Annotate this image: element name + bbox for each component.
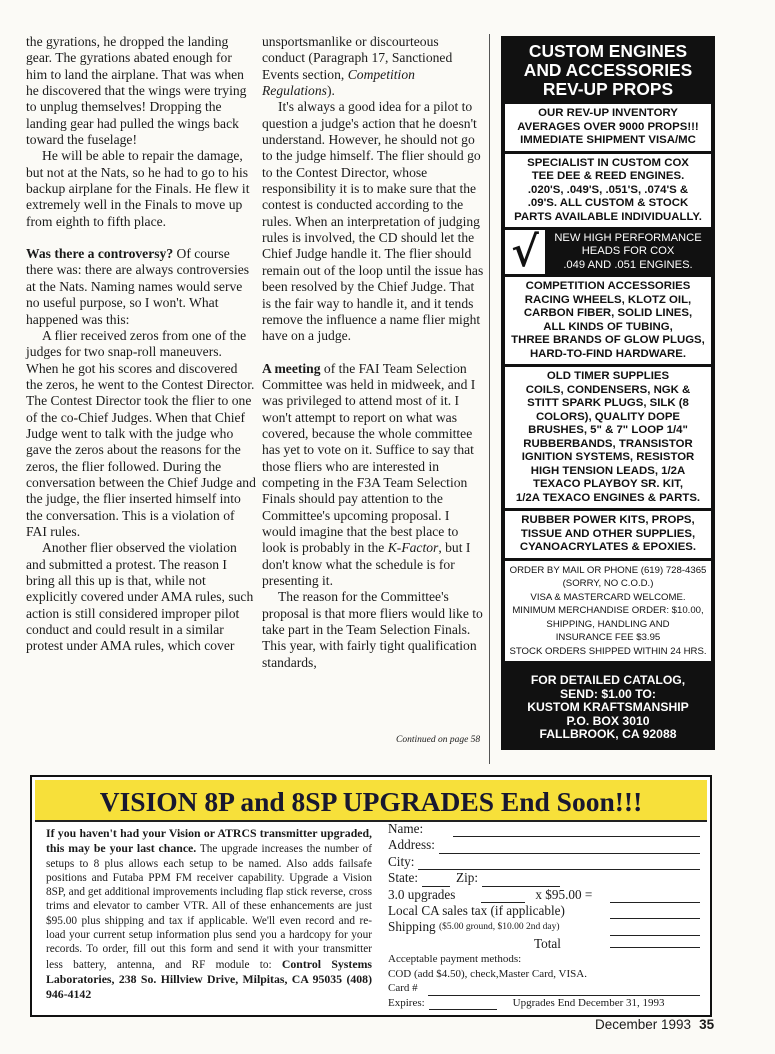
- ad-heads-text: [545, 232, 711, 273]
- paragraph: [26, 246, 256, 328]
- paragraph-text: unsportsmanlike or discourteous conduct (Paragraph 17, Sanctioned Events section,: [262, 34, 453, 82]
- ad-line: TISSUE AND OTHER SUPPLIES,: [520, 527, 696, 540]
- ad-check-section: [505, 227, 711, 276]
- ad-lead: If you haven't had your Vision or ATRCS transmitter upgraded, this may be your last chance.: [46, 826, 372, 856]
- expires-field[interactable]: [429, 998, 497, 1010]
- tax-field[interactable]: [610, 907, 700, 919]
- card-field[interactable]: [428, 984, 700, 996]
- ad-catalog-address: [501, 664, 715, 752]
- state-label: State:: [388, 870, 419, 886]
- ad-box-competition: [505, 277, 711, 364]
- ad-line: IGNITION SYSTEMS, RESISTOR: [521, 451, 695, 463]
- card-label: Card #: [388, 982, 418, 995]
- ad-line: PARTS AVAILABLE INDIVIDUALLY.: [514, 210, 702, 223]
- ad-line: OLD TIMER SUPPLIES: [546, 370, 670, 382]
- paragraph: He will be able to repair the damage, but not at the Nats, so he had to go to his backup airplane for the Finals. He flew it extremely well in the Finals to move up from eighth to fifth place.: [26, 148, 250, 229]
- ad-line: INSURANCE FEE $3.95: [555, 632, 661, 643]
- issue-date: December 1993: [595, 1017, 692, 1032]
- ad-box-rubber-power: [505, 511, 711, 558]
- ad-line: NEW HIGH PERFORMANCE: [554, 231, 702, 244]
- citation: Competition Regulations: [262, 66, 415, 99]
- zip-field[interactable]: [482, 875, 560, 887]
- paragraph-text: Of course there was: there are always controversies at the Nats. Naming names would serve no useful purpose, so I won't. What happened was this:: [26, 246, 250, 327]
- quantity-field[interactable]: [481, 891, 525, 903]
- ad-line: COILS, CONDENSERS, NGK &: [525, 383, 691, 396]
- article-column-1: [26, 34, 256, 655]
- address-field[interactable]: [439, 842, 700, 854]
- shipping-label: Shipping: [388, 919, 436, 935]
- ad-line: SHIPPING, HANDLING AND: [546, 618, 670, 630]
- total-label: Total: [534, 935, 561, 951]
- ad-line: ALL KINDS OF TUBING,: [543, 320, 673, 333]
- ad-line: SEND: $1.00 TO:: [560, 686, 656, 701]
- page-footer: [595, 1017, 714, 1032]
- ad-banner: VISION 8P and 8SP UPGRADES End Soon!!!: [35, 780, 707, 822]
- ad-line: HARD-TO-FIND HARDWARE.: [529, 347, 687, 360]
- paragraph: The reason for the Committee's proposal is that more fliers would like to take part in the Team Selection Finals. This year, with fairly tight qualification standards,: [262, 589, 483, 670]
- ad-line: .09'S. ALL CUSTOM & STOCK: [527, 197, 689, 209]
- ad-line: COLORS), QUALITY DOPE: [535, 410, 681, 423]
- paragraph: [262, 34, 484, 99]
- ad-box-cox-engines: [505, 154, 711, 228]
- address-label: Address:: [388, 837, 435, 853]
- shipping-field[interactable]: [610, 924, 700, 936]
- total-field[interactable]: [610, 936, 700, 948]
- paragraph-text: ).: [326, 83, 335, 99]
- ad-line: KUSTOM KRAFTSMANSHIP: [527, 700, 689, 715]
- expires-label: Expires:: [388, 996, 425, 1009]
- paragraph: Another flier observed the violation and submitted a protest. The reason I bring all this up is that, while not explicitly covered under AMA rules, such action is still considered improper pilot conduct and could result in a similar protest under AMA rules, which cover: [26, 540, 254, 654]
- ad-line: ORDER BY MAIL OR PHONE (619) 728-4365: [509, 564, 707, 576]
- ad-line: COMPETITION ACCESSORIES: [525, 280, 691, 292]
- ad-line: CYANOACRYLATES & EPOXIES.: [519, 541, 697, 553]
- ad-line: RUBBER POWER KITS, PROPS,: [521, 514, 695, 526]
- city-label: City:: [388, 853, 415, 869]
- column-divider: [489, 34, 490, 764]
- subhead: Was there a controversy?: [26, 246, 174, 262]
- page-number: 35: [699, 1017, 715, 1032]
- continued-note: Continued on page 58: [396, 735, 481, 745]
- ad-line: HIGH TENSION LEADS, 1/2A: [530, 464, 686, 477]
- ad-line: FALLBROOK, CA 92088: [539, 727, 677, 742]
- name-field[interactable]: [453, 825, 700, 837]
- upgrades-label: 3.0 upgrades: [388, 886, 456, 902]
- zip-label: Zip:: [456, 870, 479, 886]
- ad-line: 1/2A TEXACO ENGINES & PARTS.: [515, 491, 701, 504]
- ad-box-inventory: [505, 104, 711, 151]
- ad-box-old-timer: [505, 367, 711, 508]
- paragraph: It's always a good idea for a pilot to question a judge's action that he doesn't understand. However, he should not go to the judge himself. The flier should go to the Contest Director, whose responsibility it is to make sure that the contest is conducted according to the rules. When an interpretation of judging rules is involved, the CD should let the Chief Judge handle it. The flier should remain out of the loop until the issue has been resolved by the Chief Judge. That is the fair way to handle it, and it tends remove the influence a name flier might have on a judge.: [262, 99, 484, 344]
- paragraph: the gyrations, he dropped the landing gear. The gyrations abated enough for him to land the airplane. That was when he discovered that the wings were trying to unplug themselves! Dropping the landing gear had pulled the wings back toward the fuselage!: [26, 34, 247, 148]
- ad-line: CUSTOM ENGINES: [528, 41, 688, 61]
- checkmark-icon: √: [505, 230, 545, 274]
- price-label: x $95.00 =: [535, 886, 593, 902]
- ad-line: AVERAGES OVER 9000 PROPS!!!: [517, 120, 699, 133]
- paragraph: [262, 361, 484, 590]
- kustom-kraftsmanship-ad: [501, 36, 715, 750]
- subhead: A meeting: [262, 360, 321, 376]
- ad-line: CARBON FIBER, SOLID LINES,: [523, 307, 693, 319]
- ad-order-info: [505, 561, 711, 662]
- ad-line: .020'S, .049'S, .051'S, .074'S &: [527, 183, 689, 196]
- ad-line: REV-UP PROPS: [542, 79, 674, 99]
- ad-line: RUBBERBANDS, TRANSISTOR: [523, 437, 693, 450]
- order-form: [388, 821, 700, 1010]
- state-field[interactable]: [422, 875, 450, 887]
- shipping-note: ($5.00 ground, $10.00 2nd day): [438, 922, 560, 933]
- deadline-note: Upgrades End December 31, 1993: [512, 996, 665, 1009]
- ad-line: IMMEDIATE SHIPMENT VISA/MC: [520, 134, 696, 146]
- ad-line: TEXACO PLAYBOY SR. KIT,: [532, 478, 683, 490]
- ad-line: .049 AND .051 ENGINES.: [563, 258, 693, 271]
- ad-line: HEADS FOR COX: [581, 245, 675, 258]
- ad-body: [46, 826, 372, 1003]
- city-field[interactable]: [418, 858, 700, 870]
- name-label: Name:: [388, 821, 424, 836]
- publication-name: K-Factor: [387, 540, 439, 556]
- ad-address: Control Systems Laboratories, 238 So. Hillview Drive, Milpitas, CA 95035 (408) 946-4142: [46, 956, 372, 1002]
- tax-label: Local CA sales tax (if applicable): [388, 903, 565, 919]
- ad-line: P.O. BOX 3010: [566, 713, 650, 728]
- payment-methods: COD (add $4.50), check,Master Card, VISA.: [388, 967, 587, 980]
- ad-line: FOR DETAILED CATALOG,: [530, 673, 686, 687]
- ad-line: STOCK ORDERS SHIPPED WITHIN 24 HRS.: [509, 645, 707, 657]
- ad-line: (SORRY, NO C.O.D.): [562, 578, 654, 589]
- vision-upgrade-ad: [30, 775, 712, 1017]
- article-column-2: [262, 34, 484, 671]
- paragraph-text: , but I don't know what the schedule is for presenting it.: [262, 540, 471, 588]
- paragraph-text: of the FAI Team Selection Committee was held in midweek, and I was privileged to attend most of it. I won't attempt to report on what was covered, because the whole committee has yet to vote on it. Suffice to say that those fliers who are interested in competing in the F3A Team Selection Finals should pay attention to the Committee's upcoming proposal. I would imagine that the best place to look is probably in the: [262, 360, 476, 556]
- payment-label: Acceptable payment methods:: [388, 953, 522, 966]
- ad-header: [501, 36, 715, 104]
- ad-line: VISA & MASTERCARD WELCOME.: [530, 591, 686, 603]
- paragraph: A flier received zeros from one of the judges for two snap-roll maneuvers. When he got his scores and discovered the zeros, he went to the Contest Director. The Contest Director took the flier to one of the co-Chief Judges. When that Chief Judge went to talk with the judge who gave the zeros about the reasons for the zeros, the flier followed. During the conversation between the Chief Judge and the judge, the flier inserted himself into the conversation. This is a violation of FAI rules.: [26, 327, 256, 539]
- subtotal-field[interactable]: [610, 891, 700, 903]
- ad-line: RACING WHEELS, KLOTZ OIL,: [524, 293, 692, 306]
- ad-line: BRUSHES, 5" & 7" LOOP 1/4": [528, 424, 688, 436]
- ad-line: MINIMUM MERCHANDISE ORDER: $10.00,: [512, 605, 704, 616]
- ad-line: TEE DEE & REED ENGINES.: [531, 170, 685, 182]
- ad-line: THREE BRANDS OF GLOW PLUGS,: [511, 334, 705, 346]
- ad-body-text: The upgrade increases the number of setups to 8 plus allows each setup to be named. Also adds failsafe positions and Futaba PPM FM receiver capability. Upgrade a Vision 8SP, and get additional improvements including flap stick reverse, cross trims and elevator to camber VTR. All of these enhancements are just $95.00 plus shipping and tax if applicable. We'll even record and re-load your current setup information plus send you a hardcopy for your records. To order, fill out this form and send it with your transmitter less battery, antenna, and RF module to:: [46, 843, 373, 971]
- ad-line: OUR REV-UP INVENTORY: [538, 107, 678, 119]
- ad-line: STITT SPARK PLUGS, SILK (8: [527, 397, 689, 409]
- ad-line: AND ACCESSORIES: [523, 60, 693, 80]
- ad-line: SPECIALIST IN CUSTOM COX: [527, 156, 689, 169]
